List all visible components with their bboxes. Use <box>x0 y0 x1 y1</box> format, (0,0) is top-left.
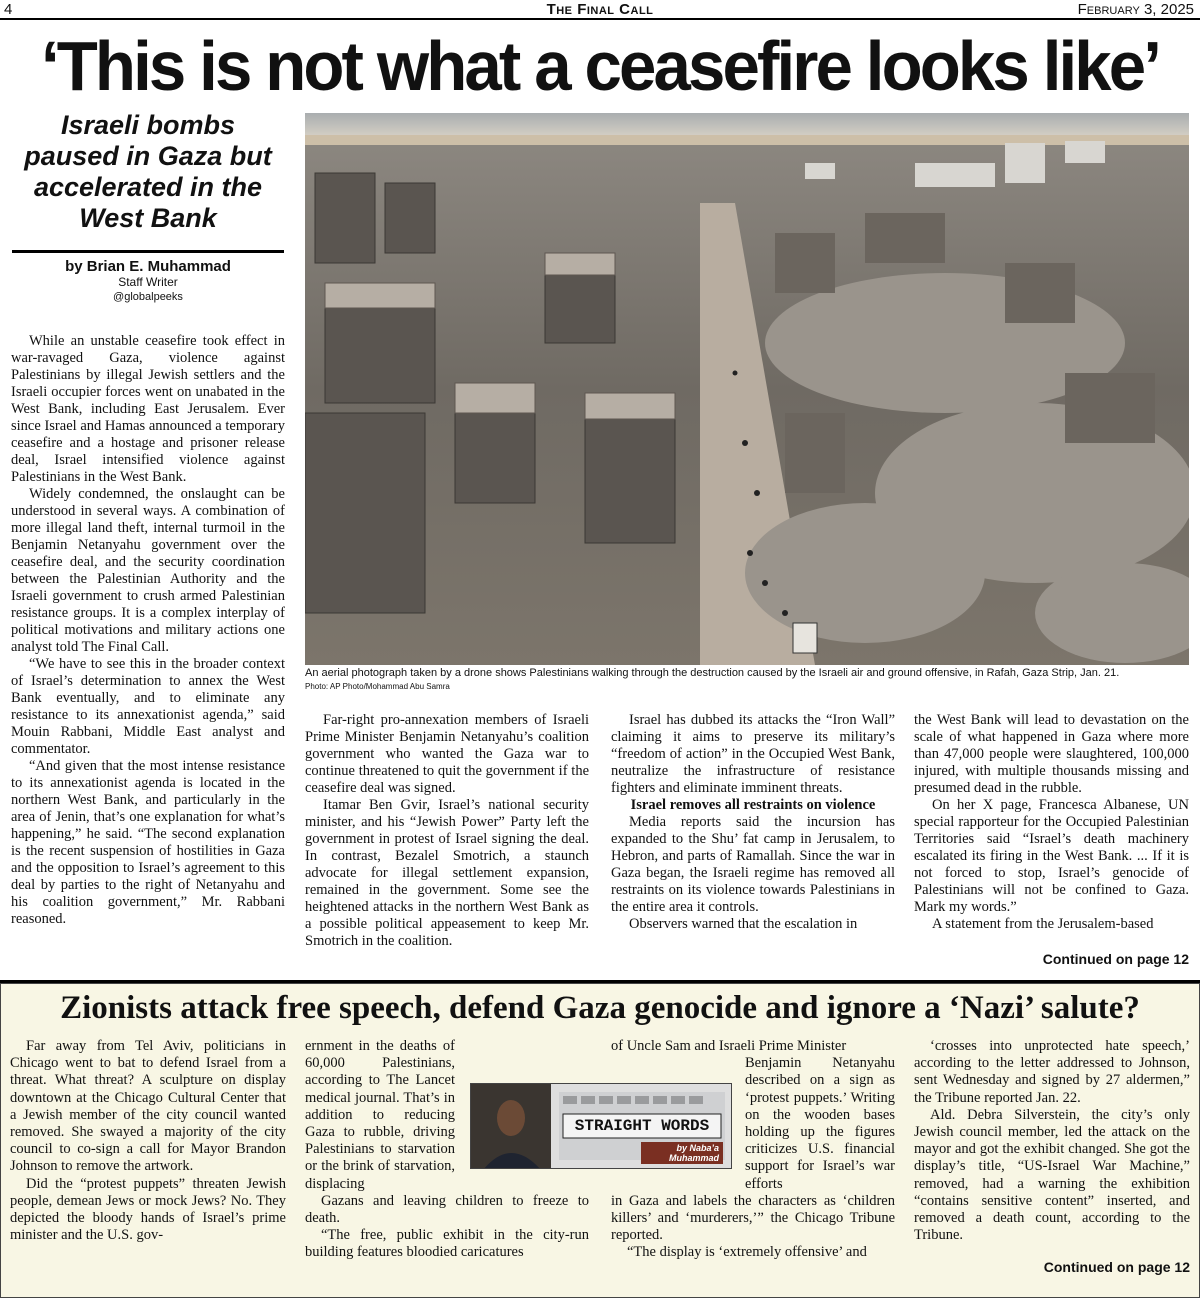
paragraph: A statement from the Jerusalem-based <box>932 916 1154 932</box>
paragraph: Media reports said the incursion has expanded to the Shu’ fat camp in Jerusalem, to Hebron, and parts of Ramallah. Since the war in Gaza began, the Israeli regime has removed all restraints on its violence towards Palestinians in the entire area it controls. <box>611 814 895 915</box>
section-subhead: Israel removes all restraints on violence <box>630 797 876 813</box>
caption-text: An aerial photograph taken by a drone shows Palestinians walking through the destruction caused by the Israeli air and ground offensive, in Rafah, Gaza Strip, Jan. 21. <box>305 667 1120 679</box>
author-name: by Brian E. Muhammad <box>65 258 231 275</box>
columnist-name: Muhammad <box>668 1153 719 1163</box>
paragraph: Gazans and leaving children to freeze to death. <box>305 1192 589 1227</box>
columnist-by: by Naba’a <box>676 1143 719 1153</box>
paragraph: Israel has dubbed its attacks the “Iron Wall” claiming it aims to preserve its military’s “freedom of action” in the Occupied West Bank, neutralize the infrastructure of resistance fighters and eliminate imminent threats. <box>611 712 895 796</box>
paragraph: ernment in the deaths of 60,000 Palestinians, according to The Lancet medical journal. That’s in addition to reducing Gaza to rubble, driving Palestinians to starvation or the brink of starvation, displacing <box>305 1038 455 1192</box>
paragraph: Widely condemned, the onslaught can be understood in several ways. A combination of more illegal land theft, internal turmoil in the Benjamin Netanyahu government over the ceasefire deal, and the security coordination between the Palestinian Authority and the Israeli government to crush armed Palestinian resistance groups. It is a complex interplay of political motivations and military actions one analyst told The Final Call. <box>11 486 285 655</box>
main-col-4 <box>914 712 1189 933</box>
paragraph: Did the “protest puppets” threaten Jewish people, demean Jews or mock Jews? No. They depicted the bloody hands of Israel’s prime minister and the U.S. gov- <box>10 1175 286 1244</box>
paragraph: On her X page, Francesca Albanese, UN special rapporteur for the Occupied Palestinian Territories said “Israel’s death machinery escalated its firing in the West Bank. ... If it is not forced to stop, Israel’s genocide of Palestinians will not be confined to Gaza. Mark my words.” <box>914 797 1189 915</box>
paragraph: “The display is ‘extremely offensive’ and <box>627 1244 867 1261</box>
paragraph: Far-right pro-annexation members of Israeli Prime Minister Benjamin Netanyahu’s coalition government who wanted the Gaza war to continue threatened to quit the government if the ceasefire deal was signed. <box>305 712 589 796</box>
continued-link-second[interactable]: Continued on page 12 <box>1043 1259 1190 1275</box>
author-role: Staff Writer <box>118 275 178 289</box>
paragraph: ‘crosses into unprotected hate speech,’ according to the letter addressed to Johnson, sent Wednesday and signed by 27 aldermen,” the Tribune reported Jan. 22. <box>914 1038 1190 1106</box>
issue-date: February 3, 2025 <box>1077 1 1194 18</box>
column-title: STRAIGHT WORDS <box>574 1117 710 1135</box>
paragraph: in Gaza and labels the characters as ‘children killers’ and ‘murderers,’” the Chicago Tribune reported. <box>611 1192 895 1244</box>
paragraph: Observers warned that the escalation in <box>629 916 858 932</box>
folio-bar <box>0 0 1200 20</box>
main-col-3 <box>611 712 895 933</box>
paragraph: While an unstable ceasefire took effect in war-ravaged Gaza, violence against Palestinians by illegal Jewish settlers and the Israeli occupier forces went on unabated in the West Bank, including East Jerusalem. Ever since Israel and Hamas announced a temporary ceasefire and a hostage and prisoner release deal, Israel intensified violence against Palestinians in the West Bank. <box>11 333 285 485</box>
photo-credit: Photo: AP Photo/Mohammad Abu Samra <box>305 682 450 691</box>
publication-name: The Final Call <box>546 1 654 18</box>
second-col-1 <box>10 1038 286 1244</box>
paragraph: Itamar Ben Gvir, Israel’s national security minister, and his “Jewish Power” Party left the government in protest of Israel signing the deal. In contrast, Bezalel Smotrich, a staunch advocate for illegal settlement expansion, remained in the government. Some see the heightened attacks in the northern West Bank as a possible political appeasement to keep Mr. Smotrich in the coalition. <box>305 797 589 949</box>
rubble-illustration <box>305 113 1189 665</box>
paragraph: Benjamin Netanyahu described on a sign as ‘protest puppets.’ Writing on the wooden bases holding up the figures criticizes U.S. financial support for Israel’s war efforts <box>745 1055 895 1192</box>
paragraph: Far away from Tel Aviv, politicians in Chicago went to bat to defend Israel from a threat. What threat? A sculpture on display downtown at the Chicago Cultural Center that a Jewish member of the city council wanted removed. She swayed a majority of the city council to co-sign a call for Mayor Brandon Johnson to remove the artwork. <box>10 1038 286 1175</box>
continued-link-main[interactable]: Continued on page 12 <box>1042 951 1189 967</box>
byline <box>12 258 284 305</box>
deck-subheadline: Israeli bombs paused in Gaza but accelerated in the West Bank <box>24 110 272 233</box>
page-number: 4 <box>4 1 13 18</box>
paragraph: of Uncle Sam and Israeli Prime Minister <box>611 1038 847 1054</box>
paragraph: the West Bank will lead to devastation on the scale of what happened in Gaza where more than 47,000 people were slaughtered, 100,000 injured, with multiple thousands missing and presumed dead in the rubble. <box>914 712 1189 796</box>
paragraph: “We have to see this in the broader context of Israel’s determination to annex the West Bank eventually, and to eliminate any resistance to its annexationist agenda,” said Mouin Rabbani, Middle East analyst and commentator. <box>11 656 285 757</box>
photo-caption <box>305 667 1189 693</box>
second-col-4 <box>914 1038 1190 1244</box>
paragraph: Ald. Debra Silverstein, the city’s only Jewish council member, led the attack on the mayor and got the exhibit changed. She got the display’s title, “US-Israel War Machine,” removed, had a warning the exhibition “contains sensitive content” inserted, and removed a death count, according to the Tribune. <box>914 1106 1190 1244</box>
column-badge <box>470 1083 732 1169</box>
deck-rule <box>12 250 284 253</box>
paragraph: “The free, public exhibit in the city-run building features bloodied caricatures <box>305 1227 589 1261</box>
paragraph: “And given that the most intense resistance to its annexationist agenda is located in the northern West Bank, and particularly in the area of Jenin, that’s one explanation for what’s happening,” he said. “The second explanation is the recent suspension of hostilities in Gaza and the opposition to Israel’s agreement to this deal by parties to the right of Netanyahu and his coalition government,” Mr. Rabbani reasoned. <box>11 758 285 927</box>
main-col-2 <box>305 712 589 950</box>
author-handle: @globalpeeks <box>113 291 183 303</box>
main-headline: ‘This is not what a ceasefire looks like’ <box>40 27 1160 105</box>
main-col-1 <box>11 333 285 928</box>
second-headline: Zionists attack free speech, defend Gaza genocide and ignore a ‘Nazi’ salute? <box>60 990 1140 1026</box>
aerial-photo <box>305 113 1189 665</box>
